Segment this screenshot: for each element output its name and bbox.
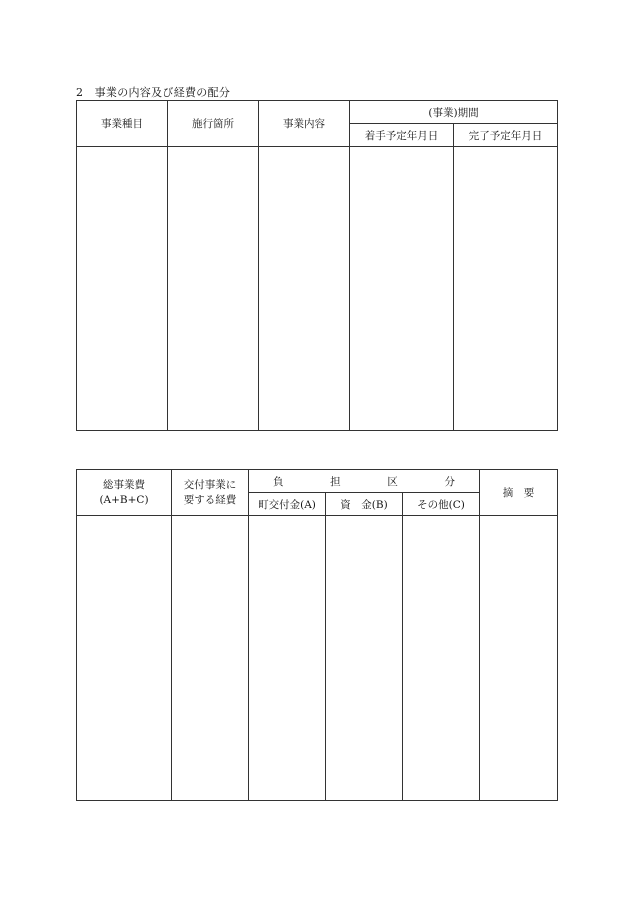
header-end-date: 完了予定年月日 bbox=[454, 124, 558, 147]
header-content: 事業内容 bbox=[259, 101, 350, 147]
burden-char-4: 分 bbox=[444, 475, 456, 488]
cost-allocation-table bbox=[76, 469, 558, 801]
cell-category[interactable] bbox=[77, 147, 168, 431]
header-remarks: 摘 要 bbox=[480, 470, 558, 516]
header-funds: 資 金(B) bbox=[326, 493, 403, 516]
cell-start-date[interactable] bbox=[350, 147, 454, 431]
header-location: 施行箇所 bbox=[168, 101, 259, 147]
business-content-table bbox=[76, 100, 558, 431]
header-burden-division bbox=[249, 470, 480, 493]
cell-town-grant[interactable] bbox=[249, 516, 326, 801]
burden-char-1: 負 bbox=[273, 475, 284, 488]
cell-total-cost[interactable] bbox=[77, 516, 172, 801]
header-category: 事業種目 bbox=[77, 101, 168, 147]
header-total-cost-line1: 総事業費 bbox=[103, 478, 145, 491]
cell-required-expense[interactable] bbox=[172, 516, 249, 801]
header-town-grant: 町交付金(A) bbox=[249, 493, 326, 516]
cell-other[interactable] bbox=[403, 516, 480, 801]
burden-char-3: 区 bbox=[387, 475, 398, 488]
header-total-cost bbox=[77, 470, 172, 516]
cell-content[interactable] bbox=[259, 147, 350, 431]
section-heading: 2 事業の内容及び経費の配分 bbox=[76, 86, 231, 99]
header-required-expense-line2: 要する経費 bbox=[183, 493, 237, 506]
cell-end-date[interactable] bbox=[454, 147, 558, 431]
cell-remarks[interactable] bbox=[480, 516, 558, 801]
header-required-expense-line1: 交付事業に bbox=[183, 478, 237, 491]
cell-location[interactable] bbox=[168, 147, 259, 431]
burden-char-2: 担 bbox=[330, 475, 341, 488]
header-total-cost-line2: (A+B+C) bbox=[99, 493, 149, 506]
cell-funds[interactable] bbox=[326, 516, 403, 801]
header-required-expense bbox=[172, 470, 249, 516]
header-other: その他(C) bbox=[403, 493, 480, 516]
header-period: (事業)期間 bbox=[350, 101, 558, 124]
header-start-date: 着手予定年月日 bbox=[350, 124, 454, 147]
